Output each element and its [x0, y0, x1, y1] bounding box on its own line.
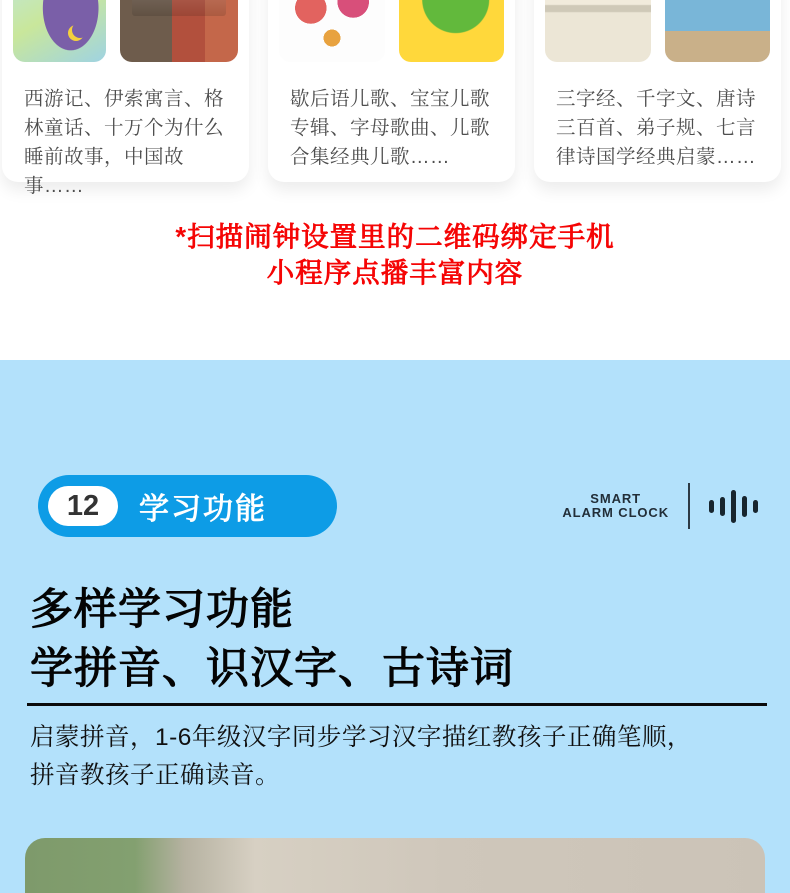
qr-note-line2: 小程序点播丰富内容 [266, 257, 524, 288]
brand-caption-line2: ALARM CLOCK [562, 505, 669, 520]
card-thumbnails [534, 0, 781, 62]
soundwave-icon [709, 489, 758, 523]
china-story-books-image [120, 0, 238, 62]
feature-description [30, 719, 775, 795]
feature-header-row [38, 475, 758, 537]
cartoon-kids-image [279, 0, 385, 62]
content-card-songs [268, 0, 515, 182]
brand-caption-line1: SMART [590, 490, 642, 506]
ink-painting-image [545, 0, 651, 62]
feature-badge-label: 学习功能 [139, 493, 267, 526]
qr-binding-note [0, 219, 790, 291]
rabbit-scholar-image [665, 0, 771, 62]
horizontal-divider [27, 703, 767, 706]
content-carousel [2, 0, 781, 197]
brand-group [562, 483, 758, 529]
card-thumbnails [268, 0, 515, 62]
night-story-image [13, 0, 106, 62]
card-thumbnails [2, 0, 249, 62]
feature-number-badge [38, 475, 337, 537]
feature-description-line2: 拼音教孩子正确读音。 [30, 762, 280, 789]
card-description: 三字经、千字文、唐诗三百首、弟子规、七言律诗国学经典启蒙…… [556, 88, 757, 168]
qr-note-line1: *扫描闹钟设置里的二维码绑定手机 [175, 221, 615, 252]
feature-number: 12 [48, 486, 118, 526]
card-description: 西游记、伊索寓言、格林童话、十万个为什么睡前故事，中国故事…… [24, 88, 225, 197]
card-description: 歇后语儿歌、宝宝儿歌专辑、字母歌曲、儿歌合集经典儿歌…… [290, 88, 491, 168]
vertical-divider [688, 483, 690, 529]
content-card-classics [534, 0, 781, 182]
product-photo [25, 838, 765, 893]
feature-heading-line1: 多样学习功能 [30, 586, 294, 634]
brand-caption [562, 492, 669, 521]
feature-heading [30, 581, 514, 699]
feature-heading-line2: 学拼音、识汉字、古诗词 [30, 645, 514, 693]
content-card-stories [2, 0, 249, 197]
feature-description-line1: 启蒙拼音，1-6年级汉字同步学习汉字描红教孩子正确笔顺， [30, 724, 692, 751]
green-frog-image [399, 0, 505, 62]
